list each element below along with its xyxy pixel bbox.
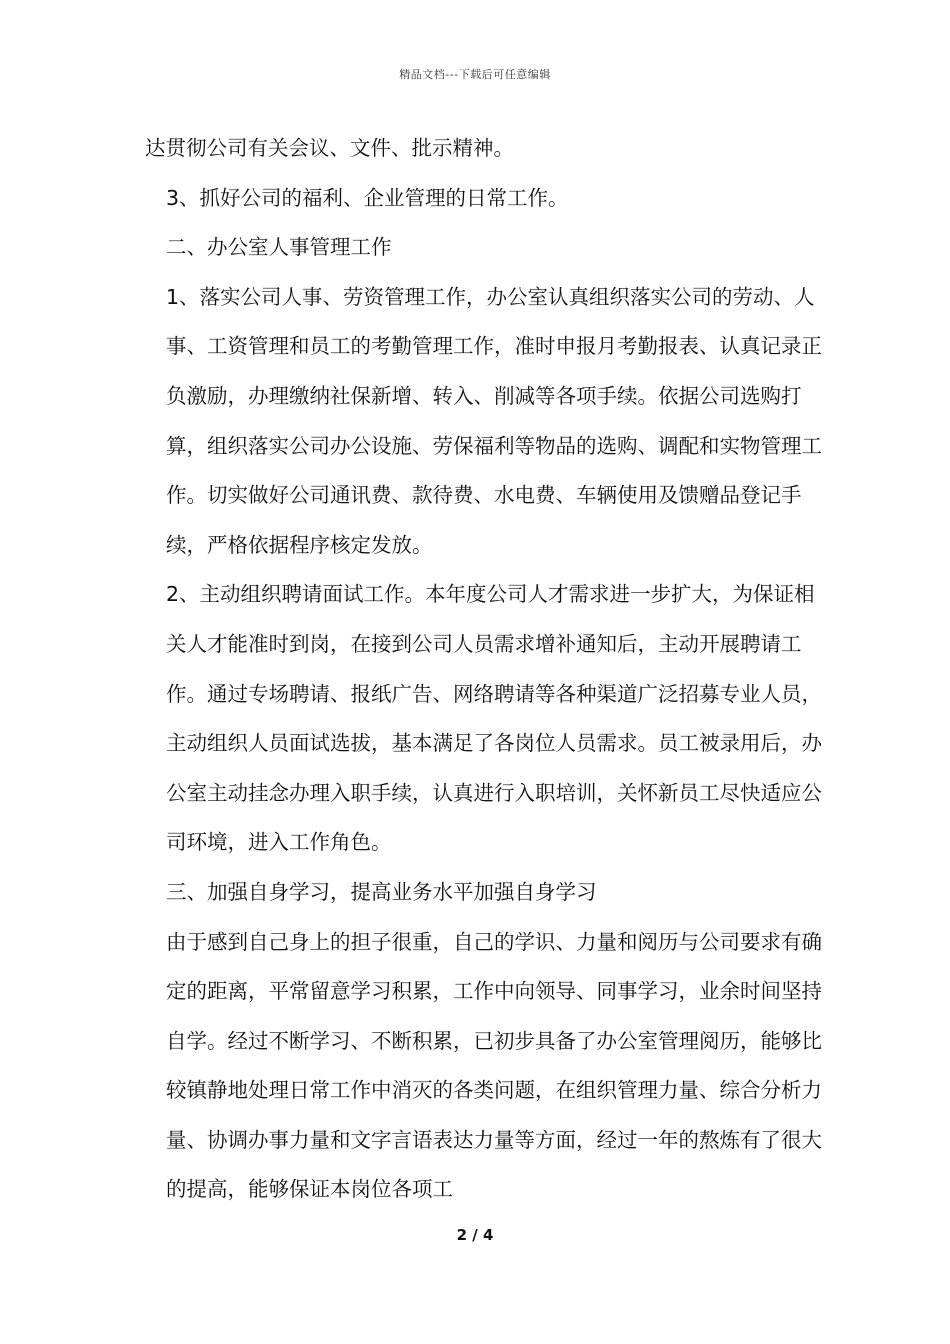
paragraph: 2、主动组织聘请面试工作。本年度公司人才需求进一步扩大，为保证相关人才能准时到岗，在接到公司人员需求增补通知后，主动开展聘请工作。通过专场聘请、报纸广告、网络聘请等各种渠道广泛招募专业人员，主动组织人员面试选拔，基本满足了各岗位人员需求。员工被录用后，办公室主动挂念办理入职手续，认真进行入职培训，关怀新员工尽快适应公司环境，进入工作角色。 [166, 582, 822, 855]
paragraph: 3、抓好公司的福利、企业管理的日常工作。 [166, 185, 569, 210]
paragraph: 由于感到自己身上的担子很重，自己的学识、力量和阅历与公司要求有确定的距离，平常留意学习积累，工作中向领导、同事学习，业余时间坚持自学。经过不断学习、不断积累，已初步具备了办公室管理阅历，能够比较镇静地处理日常工作中消灭的各类问题，在组织管理力量、综合分析力量、协调办事力量和文字言语表达力量等方面，经过一年的熬炼有了很大的提高，能够保证本岗位各项工 [166, 929, 822, 1202]
body-text [145, 124, 831, 1215]
section-heading: 三、加强自身学习，提高业务水平加强自身学习 [166, 879, 597, 904]
page-header: 精品文档---下载后可任意编辑 [399, 68, 551, 81]
paragraph: 达贯彻公司有关会议、文件、批示精神。 [145, 136, 514, 160]
page-number: 2 / 4 [456, 1226, 494, 1244]
paragraph: 1、落实公司人事、劳资管理工作，办公室认真组织落实公司的劳动、人事、工资管理和员工的考勤管理工作，准时申报月考勤报表、认真记录正负激励，办理缴纳社保新增、转入、削减等各项手续。依据公司选购打算，组织落实公司办公设施、劳保福利等物品的选购、调配和实物管理工作。切实做好公司通讯费、款待费、水电费、车辆使用及馈赠品登记手续，严格依据程序核定发放。 [166, 284, 822, 557]
section-heading: 二、办公室人事管理工作 [166, 235, 392, 260]
